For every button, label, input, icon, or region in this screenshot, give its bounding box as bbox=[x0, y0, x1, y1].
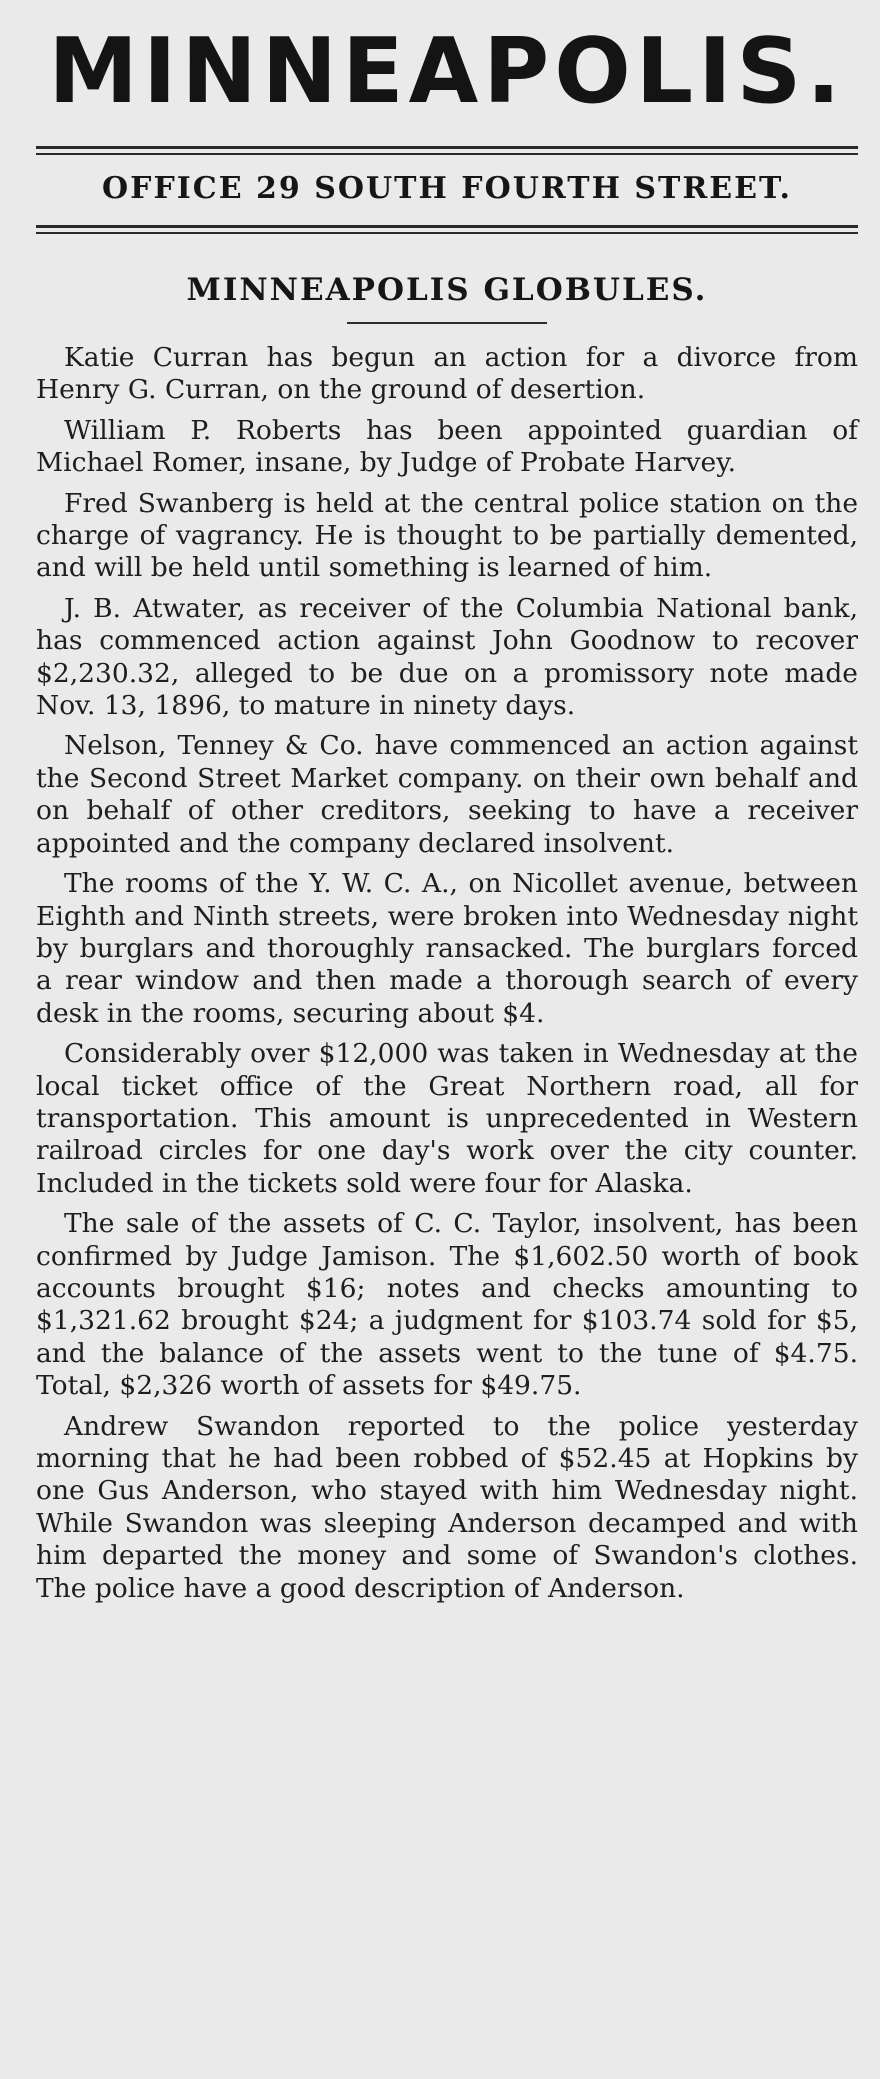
masthead-rule-top bbox=[36, 146, 858, 155]
news-item: The sale of the assets of C. C. Taylor, insolvent, has been confirmed by Judge Jamison. The $1,602.50 worth of book accounts brought $16; notes and checks amounting to $1,321.62 brought $24; a judgment for $103.74 sold for $5, and the balance of the assets went to the tune of $4.75. Total, $2,326 worth of assets for $49.75. bbox=[36, 1208, 858, 1402]
news-item: Fred Swanberg is held at the central police station on the charge of vagrancy. He is thought to be partially demented, and will be held until something is learned of him. bbox=[36, 487, 858, 584]
news-item: Considerably over $12,000 was taken in Wednesday at the local ticket office of the Great Northern road, all for transportation. This amount is unprecedented in Western railroad circles for one day's work over the city counter. Included in the tickets sold were four for Alaska. bbox=[36, 1038, 858, 1199]
news-item: The rooms of the Y. W. C. A., on Nicollet avenue, between Eighth and Ninth streets, were broken into Wednesday night by burglars and thoroughly ransacked. The burglars forced a rear window and then made a thorough search of every desk in the rooms, securing about $4. bbox=[36, 868, 858, 1029]
masthead-title: MINNEAPOLIS. bbox=[48, 19, 846, 124]
news-item: Nelson, Tenney & Co. have commenced an action against the Second Street Market company. on their own behalf and on behalf of other creditors, seeking to have a receiver appointed and the company declared insolvent. bbox=[36, 730, 858, 859]
article-column bbox=[36, 342, 858, 1605]
news-item: Katie Curran has begun an action for a divorce from Henry G. Curran, on the ground of desertion. bbox=[36, 342, 858, 406]
masthead-rule-bottom bbox=[36, 225, 858, 234]
section-divider bbox=[347, 322, 547, 324]
news-item: Andrew Swandon reported to the police yesterday morning that he had been robbed of $52.45 at Hopkins by one Gus Anderson, who stayed with him Wednesday night. While Swandon was sleeping Anderson decamped and with him departed the money and some of Swandon's clothes. The police have a good description of Anderson. bbox=[36, 1410, 858, 1604]
news-item: William P. Roberts has been appointed guardian of Michael Romer, insane, by Judge of Probate Harvey. bbox=[36, 414, 858, 479]
office-address: OFFICE 29 SOUTH FOURTH STREET. bbox=[102, 171, 792, 206]
section-title: MINNEAPOLIS GLOBULES. bbox=[186, 272, 708, 308]
news-item: J. B. Atwater, as receiver of the Columbia National bank, has commenced action against John Goodnow to recover $2,230.32, alleged to be due on a promissory note made Nov. 13, 1896, to mature in ninety days. bbox=[36, 592, 858, 722]
